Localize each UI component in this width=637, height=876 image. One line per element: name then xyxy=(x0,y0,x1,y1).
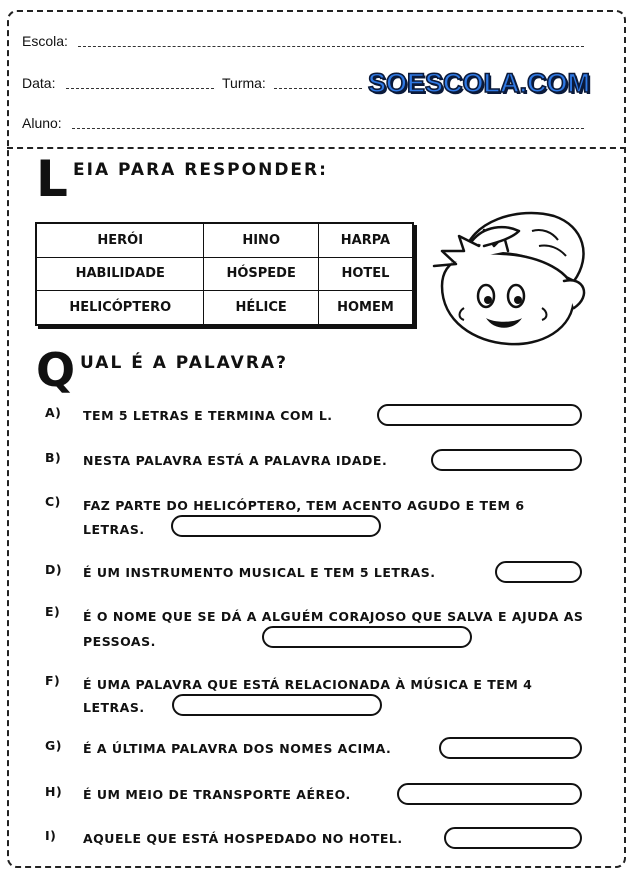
data-label: Data: xyxy=(22,75,56,91)
word-cell: HÉLICE xyxy=(204,291,318,325)
aluno-field[interactable] xyxy=(72,128,584,129)
word-cell: HARPA xyxy=(318,223,413,257)
section1-title: EIA PARA RESPONDER: xyxy=(73,160,328,180)
aluno-label: Aluno: xyxy=(22,115,62,131)
question-letter: D) xyxy=(45,562,63,577)
word-table xyxy=(35,222,414,326)
question-text: É A ÚLTIMA PALAVRA DOS NOMES ACIMA. xyxy=(83,741,392,756)
question-text: É O NOME QUE SE DÁ A ALGUÉM CORAJOSO QUE SALVA E AJUDA AS PESSOAS. xyxy=(83,609,584,649)
escola-field[interactable] xyxy=(78,46,584,47)
escola-label: Escola: xyxy=(22,33,68,49)
word-cell: HABILIDADE xyxy=(36,257,204,290)
big-letter-l: L xyxy=(36,150,68,208)
word-cell: HINO xyxy=(204,223,318,257)
turma-label: Turma: xyxy=(222,75,266,91)
answer-box-e[interactable] xyxy=(262,626,472,648)
word-cell: HERÓI xyxy=(36,223,204,257)
data-field[interactable] xyxy=(66,88,214,89)
answer-box-f[interactable] xyxy=(172,694,382,716)
question-text: TEM 5 LETRAS E TERMINA COM L. xyxy=(83,408,333,423)
answer-box-c[interactable] xyxy=(171,515,381,537)
question-letter: B) xyxy=(45,450,62,465)
question-letter: I) xyxy=(45,828,57,843)
answer-box-b[interactable] xyxy=(431,449,582,471)
answer-box-g[interactable] xyxy=(439,737,582,759)
question-letter: A) xyxy=(45,405,62,420)
soescola-logo: SOESCOLA.COM xyxy=(368,68,591,98)
question-letter: E) xyxy=(45,604,61,619)
section2-title: UAL É A PALAVRA? xyxy=(80,353,288,373)
word-cell: HELICÓPTERO xyxy=(36,291,204,325)
answer-box-h[interactable] xyxy=(397,783,582,805)
turma-field[interactable] xyxy=(274,88,362,89)
question-text: É UMA PALAVRA QUE ESTÁ RELACIONADA À MÚSICA E TEM 4 LETRAS. xyxy=(83,677,533,715)
word-cell: HÓSPEDE xyxy=(204,257,318,290)
answer-box-d[interactable] xyxy=(495,561,582,583)
question-letter: F) xyxy=(45,673,61,688)
question-text: É UM INSTRUMENTO MUSICAL E TEM 5 LETRAS. xyxy=(83,565,436,580)
header-divider xyxy=(7,147,626,149)
big-letter-q: Q xyxy=(36,343,76,397)
question-text: É UM MEIO DE TRANSPORTE AÉREO. xyxy=(83,787,351,802)
word-cell: HOMEM xyxy=(318,291,413,325)
answer-box-a[interactable] xyxy=(377,404,582,426)
question-letter: C) xyxy=(45,494,61,509)
question-letter: G) xyxy=(45,738,62,753)
question-letter: H) xyxy=(45,784,63,799)
question-text: FAZ PARTE DO HELICÓPTERO, TEM ACENTO AGUDO E TEM 6 LETRAS. xyxy=(83,498,525,537)
question-text: AQUELE QUE ESTÁ HOSPEDADO NO HOTEL. xyxy=(83,831,403,846)
answer-box-i[interactable] xyxy=(444,827,582,849)
word-cell: HOTEL xyxy=(318,257,413,290)
boy-cartoon-illustration xyxy=(424,196,594,356)
question-text: NESTA PALAVRA ESTÁ A PALAVRA IDADE. xyxy=(83,453,388,468)
